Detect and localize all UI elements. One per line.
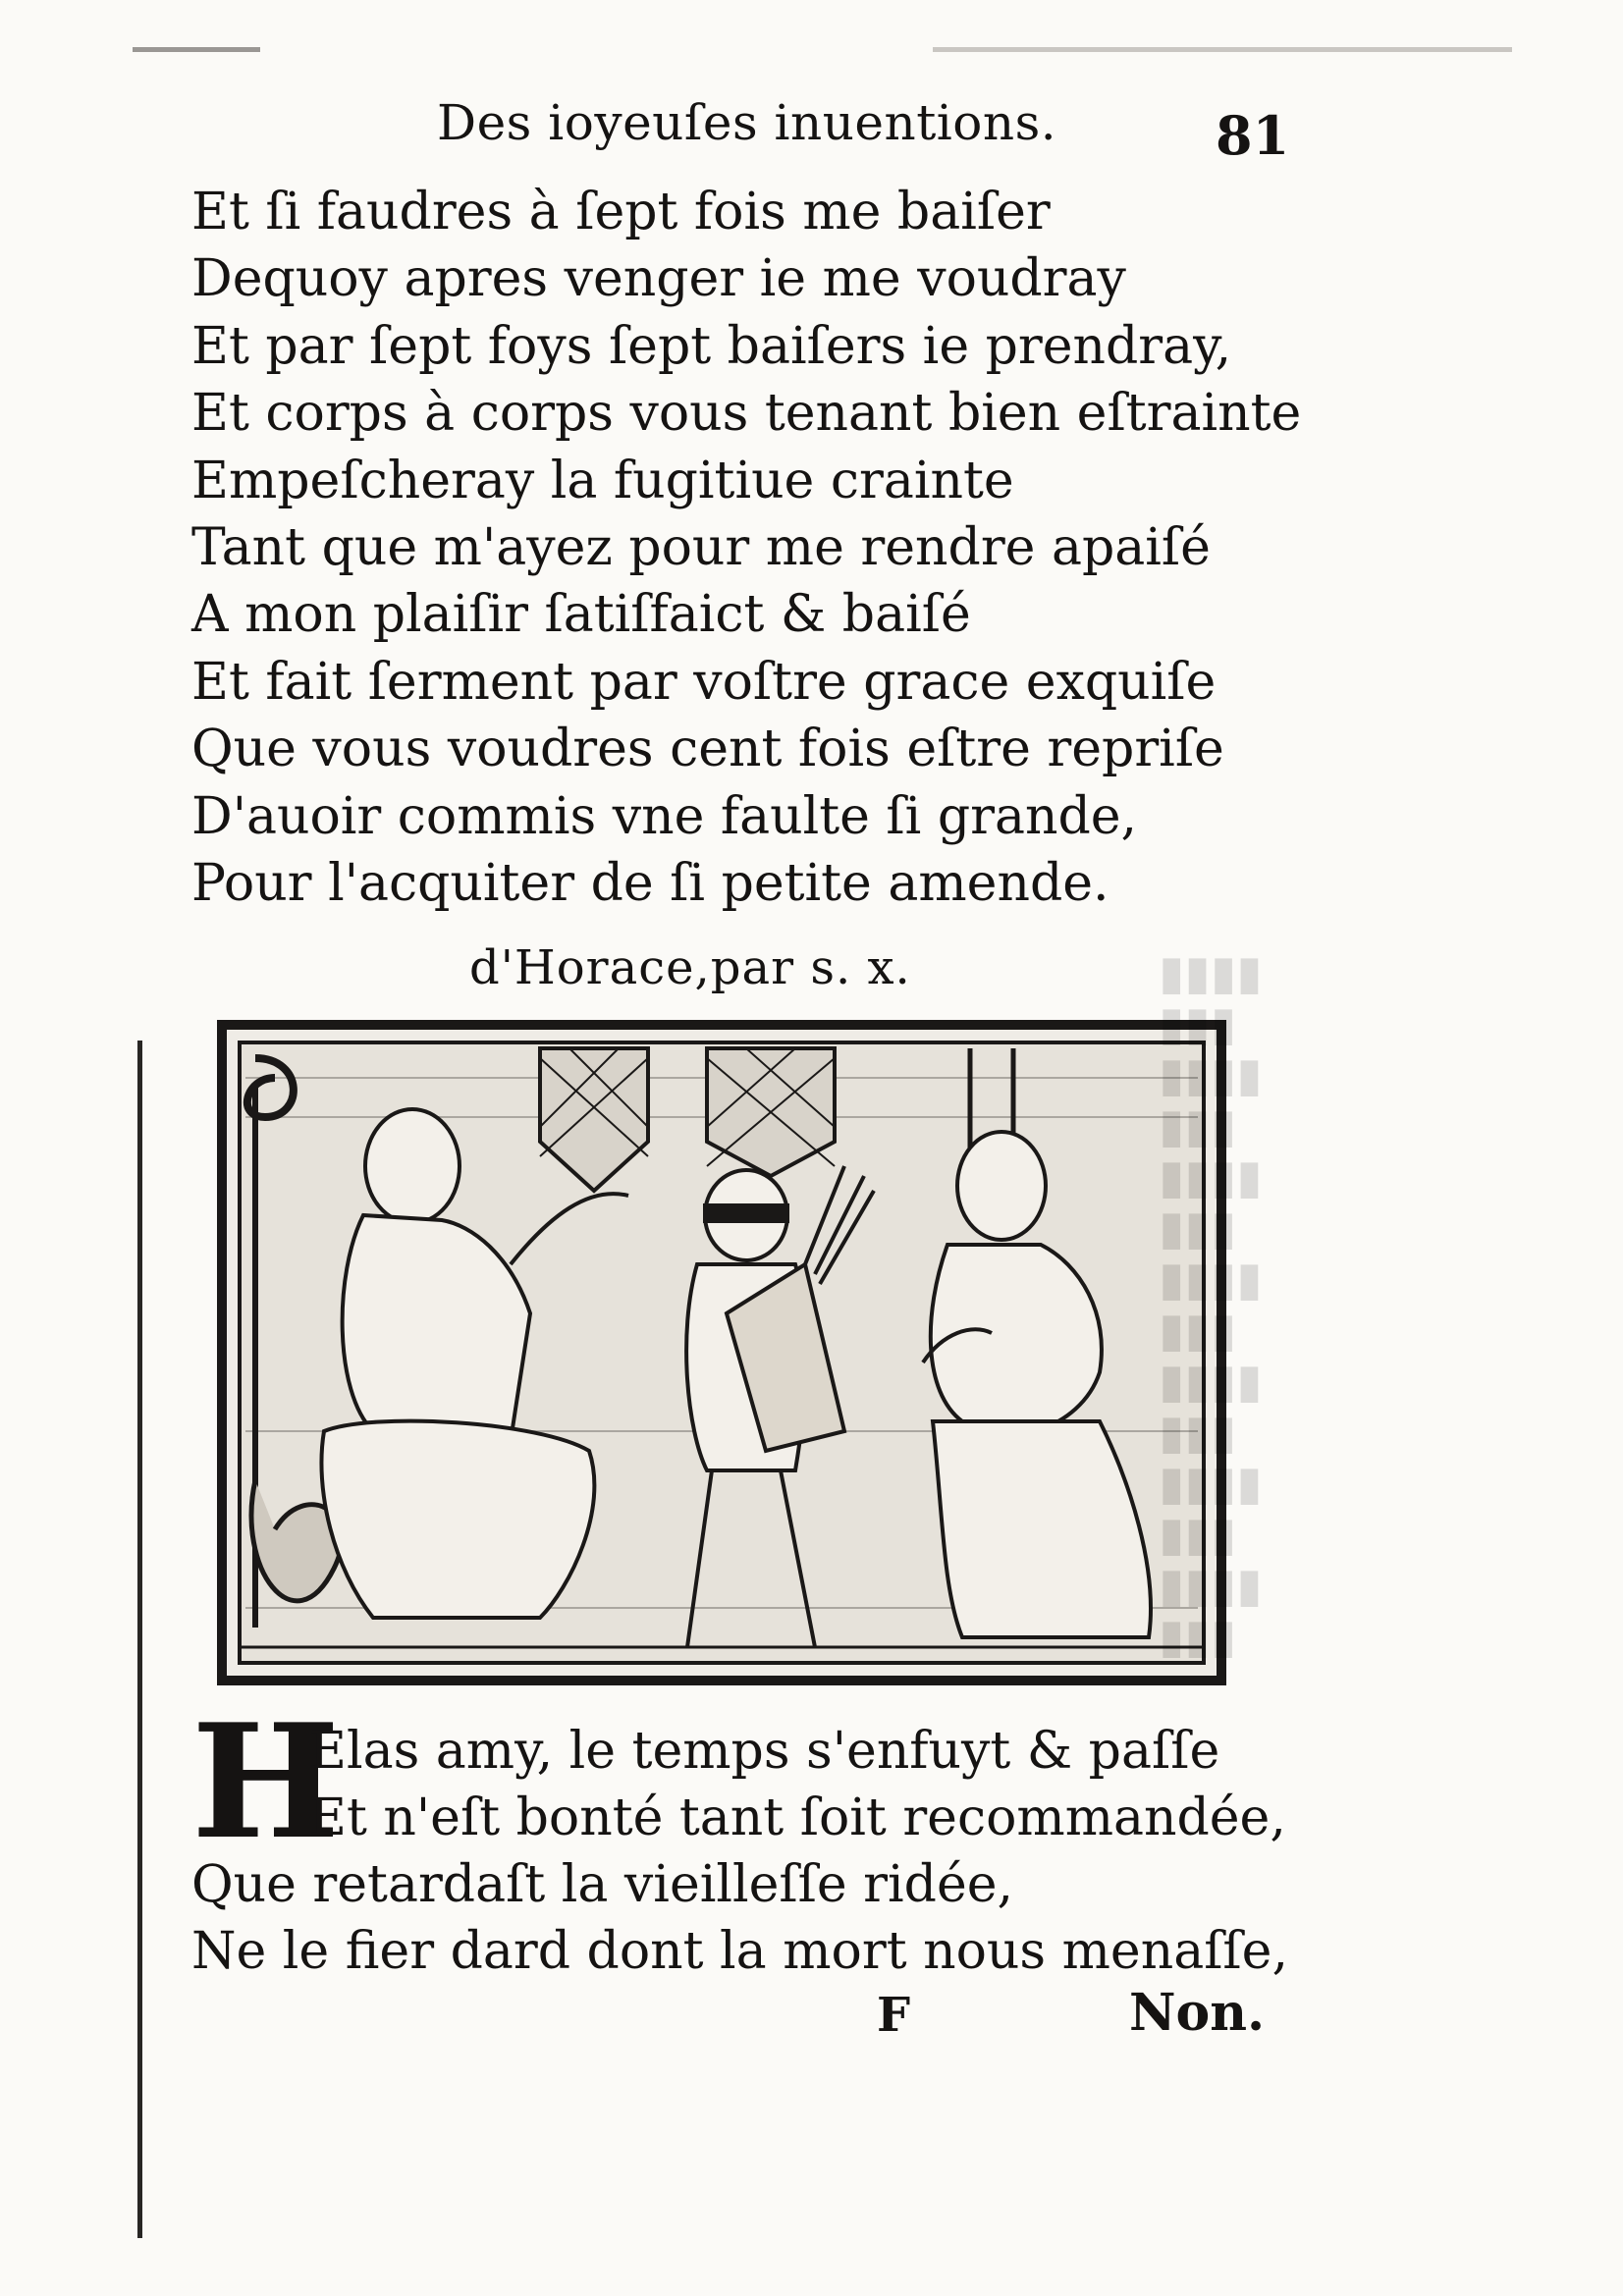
verse-line: Empeſcheray la fugitiue crainte: [191, 451, 1014, 510]
verse-line: Que retardaſt la vieilleſſe ridée,: [191, 1855, 1014, 1914]
verse-top: [191, 179, 1321, 917]
verse-line: Et n'eſt bonté tant ſoit recommandée,: [309, 1789, 1286, 1847]
verse-line: Que vous voudres cent fois eſtre repriſe: [191, 720, 1224, 779]
verse-line: Et fait ſerment par voſtre grace exquiſe: [191, 652, 1217, 712]
verse-line: Tant que m'ayez pour me rendre apaiſé: [191, 517, 1211, 577]
verse-bottom: [191, 1689, 1321, 1985]
verse-line: Dequoy apres venger ie me voudray: [191, 249, 1126, 309]
top-rule-left: [133, 47, 260, 52]
attribution: d'Horace,par s. x.: [469, 940, 911, 995]
verse-line: Et ſi faudres à ſept fois me baiſer: [191, 183, 1051, 241]
gutter-rule: [137, 1041, 142, 2238]
verse-line: Et corps à corps vous tenant bien eſtrainte: [191, 384, 1302, 444]
bleed-through-text: ▮▮▮▮ ▮▮▮ ▮▮▮▮ ▮▮▮ ▮▮▮▮ ▮▮▮ ▮▮▮▮ ▮▮▮ ▮▮▮▮ ▮▮▮ ▮▮▮▮ ▮▮▮ ▮▮▮▮ ▮▮▮: [1159, 947, 1263, 1664]
verse-line: A mon plaiſir ſatiſfaict & baiſé: [191, 585, 971, 645]
folio-number: 81: [1216, 104, 1290, 167]
verse-line: D'auoir commis vne faulte ſi grande,: [191, 786, 1138, 846]
verse-line: Ne le fier dard dont la mort nous menaſſe,: [191, 1922, 1288, 1981]
verse-line: Pour l'acquiter de ſi petite amende.: [191, 853, 1109, 913]
verse-line: Et par ſept foys ſept baiſers ie prendray,: [191, 316, 1232, 376]
running-title: Des ioyeuſes inuentions.: [437, 94, 1057, 151]
woodcut-illustration: [216, 1019, 1227, 1686]
catchword: Non.: [1129, 1983, 1266, 2043]
signature-mark: F: [877, 1988, 911, 2043]
drop-capital: H: [191, 1689, 341, 1874]
page-header: [437, 94, 1124, 163]
top-rule-right: [933, 47, 1512, 52]
verse-line: Elas amy, le temps s'enfuyt & paſſe: [309, 1722, 1220, 1781]
woodcut-illustration-icon: [216, 1019, 1227, 1686]
